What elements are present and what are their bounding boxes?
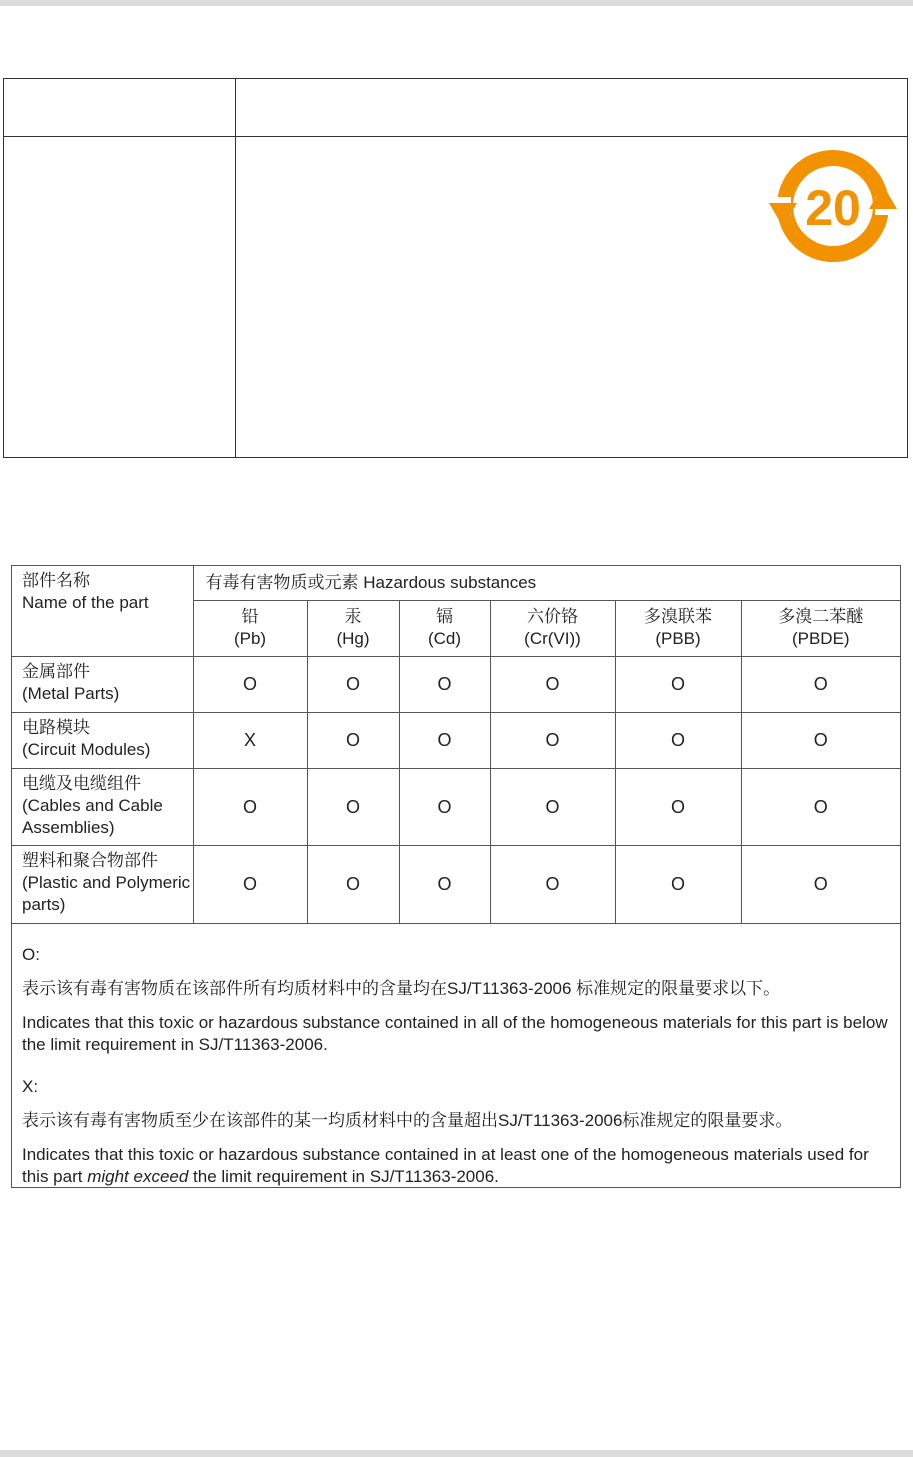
part-name-cell: 塑料和聚合物部件 (Plastic and Polymeric parts): [12, 845, 193, 923]
column-header-hg: 汞 (Hg): [307, 600, 399, 656]
column-header-cr6: 六价铬 (Cr(VI)): [490, 600, 615, 656]
substance-mark: O: [490, 712, 615, 768]
substance-mark: O: [741, 712, 900, 768]
substances-header: 有毒有害物质或元素 Hazardous substances: [193, 566, 900, 600]
column-header-cd: 镉 (Cd): [399, 600, 490, 656]
table-row: [12, 768, 900, 845]
substance-mark: O: [615, 845, 741, 923]
substance-mark: O: [193, 656, 307, 712]
substance-mark: O: [741, 656, 900, 712]
substance-mark: O: [615, 656, 741, 712]
legend-x-english: Indicates that this toxic or hazardous substance contained in at least one of the homogeneous materials used for this part might exceed the limit requirement in SJ/T11363-2006.: [22, 1145, 869, 1186]
substance-mark: O: [490, 768, 615, 845]
environment-protection-use-period-icon: [767, 147, 899, 265]
substance-mark: O: [741, 768, 900, 845]
substance-mark: O: [307, 656, 399, 712]
table-row: [12, 845, 900, 923]
top-rule: [0, 0, 913, 6]
substance-mark: O: [399, 768, 490, 845]
substance-mark: O: [399, 656, 490, 712]
legend-o-label: O:: [22, 945, 40, 964]
substance-mark: O: [615, 768, 741, 845]
legend: [22, 944, 892, 1188]
substance-mark: O: [490, 845, 615, 923]
hazardous-substances-table: [11, 565, 901, 1188]
box-divider-horizontal: [4, 136, 907, 137]
legend-x-chinese: 表示该有毒有害物质至少在该部件的某一均质材料中的含量超出SJ/T11363-2006标准规定的限量要求。: [22, 1111, 793, 1130]
substance-mark: O: [307, 768, 399, 845]
column-header-pb: 铅 (Pb): [193, 600, 307, 656]
column-header-pbb: 多溴联苯 (PBB): [615, 600, 741, 656]
substance-mark: O: [399, 845, 490, 923]
column-header-pbde: 多溴二苯醚 (PBDE): [741, 600, 900, 656]
substance-mark: O: [307, 712, 399, 768]
part-name-header: [12, 566, 193, 656]
legend-o-chinese: 表示该有毒有害物质在该部件所有均质材料中的含量均在SJ/T11363-2006 标准规定的限量要求以下。: [22, 979, 781, 998]
part-name-cell: 电路模块 (Circuit Modules): [12, 712, 193, 768]
part-name-cell: 电缆及电缆组件 (Cables and Cable Assemblies): [12, 768, 193, 845]
substance-mark: O: [741, 845, 900, 923]
substance-mark: O: [615, 712, 741, 768]
legend-o-english: Indicates that this toxic or hazardous substance contained in all of the homogeneous materials for this part is below the limit requirement in SJ/T11363-2006.: [22, 1013, 888, 1054]
blank-form-box: [3, 78, 908, 458]
emphasis-might-exceed: might exceed: [87, 1167, 189, 1186]
table-row: [12, 656, 900, 712]
part-header-cn: 部件名称: [22, 571, 90, 590]
logo-number: 20: [805, 180, 861, 236]
bottom-rule: [0, 1450, 913, 1457]
substance-mark: O: [193, 768, 307, 845]
table-row: [12, 712, 900, 768]
part-name-cell: 金属部件 (Metal Parts): [12, 656, 193, 712]
substance-mark: O: [490, 656, 615, 712]
substance-mark: O: [399, 712, 490, 768]
substance-mark: O: [193, 845, 307, 923]
part-header-en: Name of the part: [22, 593, 149, 612]
substance-mark: O: [307, 845, 399, 923]
legend-x-label: X:: [22, 1077, 39, 1096]
substance-mark: X: [193, 712, 307, 768]
